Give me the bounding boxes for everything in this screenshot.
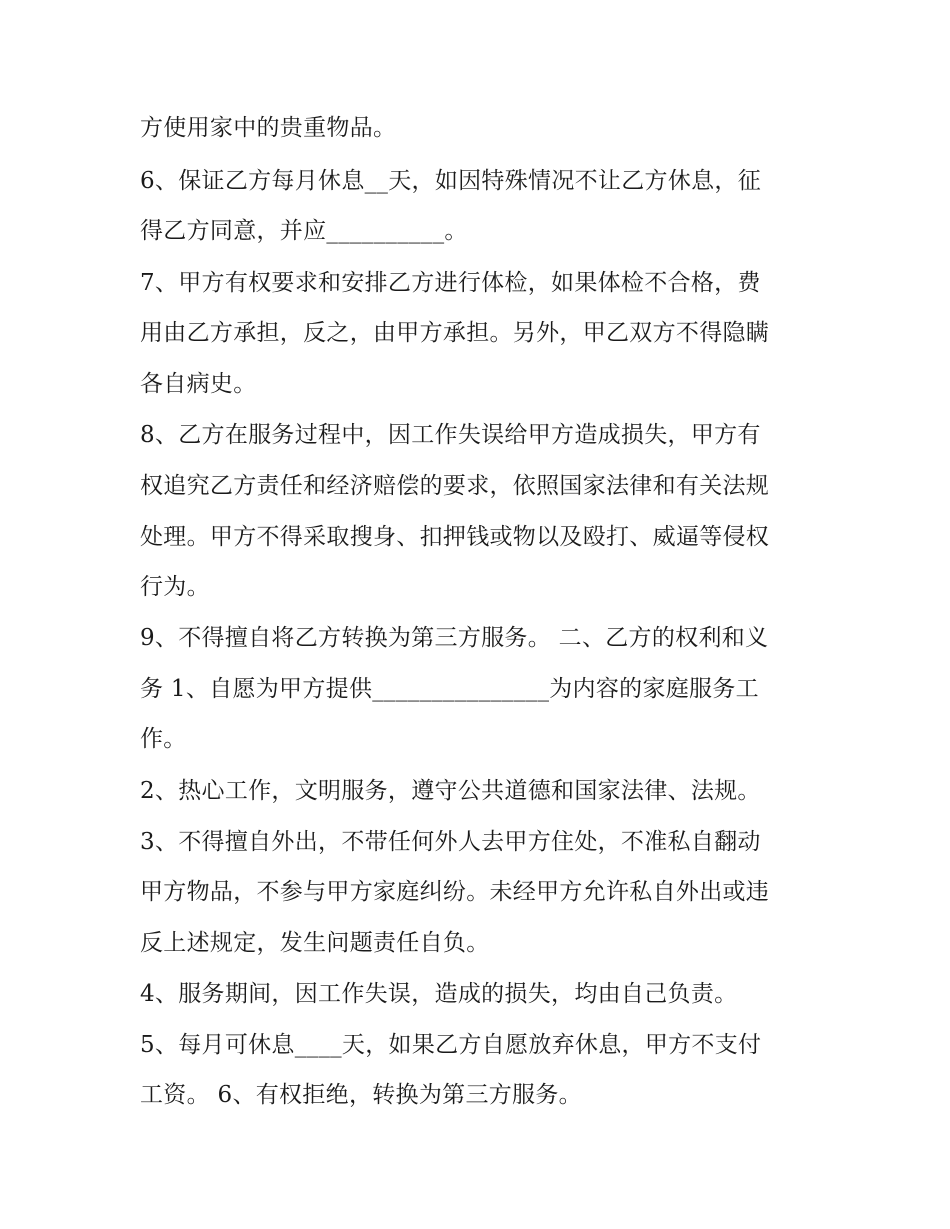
text-line: 2、热心工作，文明服务，遵守公共道德和国家法律、法规。: [140, 778, 761, 804]
text-line: 5、每月可休息____天，如果乙方自愿放弃休息，甲方不支付: [140, 1032, 762, 1058]
text-line: 工资。 6、有权拒绝，转换为第三方服务。: [140, 1082, 582, 1108]
text-line: 务 1、自愿为甲方提供_______________为内容的家庭服务工: [140, 676, 759, 702]
text-line: 甲方物品，不参与甲方家庭纠纷。未经甲方允许私自外出或违: [140, 879, 770, 905]
text-line: 4、服务期间，因工作失误，造成的损失，均由自己负责。: [140, 981, 738, 1007]
text-line: 行为。: [140, 574, 210, 600]
text-line: 7、甲方有权要求和安排乙方进行体检，如果体检不合格，费: [140, 270, 761, 296]
text-line: 方使用家中的贵重物品。: [140, 115, 397, 141]
text-line: 各自病史。: [140, 371, 257, 397]
text-line: 处理。甲方不得采取搜身、扣押钱或物以及殴打、威逼等侵权: [140, 524, 770, 550]
text-line: 用由乙方承担，反之，由甲方承担。另外，甲乙双方不得隐瞒: [140, 320, 770, 346]
text-line: 反上述规定，发生问题责任自负。: [140, 930, 490, 956]
text-line: 得乙方同意，并应__________。: [140, 218, 468, 244]
text-line: 9、不得擅自将乙方转换为第三方服务。 二、乙方的权利和义: [140, 625, 769, 651]
text-line: 权追究乙方责任和经济赔偿的要求，依照国家法律和有关法规: [140, 473, 770, 499]
text-line: 3、不得擅自外出，不带任何外人去甲方住处，不准私自翻动: [140, 829, 761, 855]
text-line: 8、乙方在服务过程中，因工作失误给甲方造成损失，甲方有: [140, 422, 761, 448]
text-line: 6、保证乙方每月休息__天，如因特殊情况不让乙方休息，征: [140, 168, 762, 194]
text-line: 作。: [140, 726, 187, 752]
